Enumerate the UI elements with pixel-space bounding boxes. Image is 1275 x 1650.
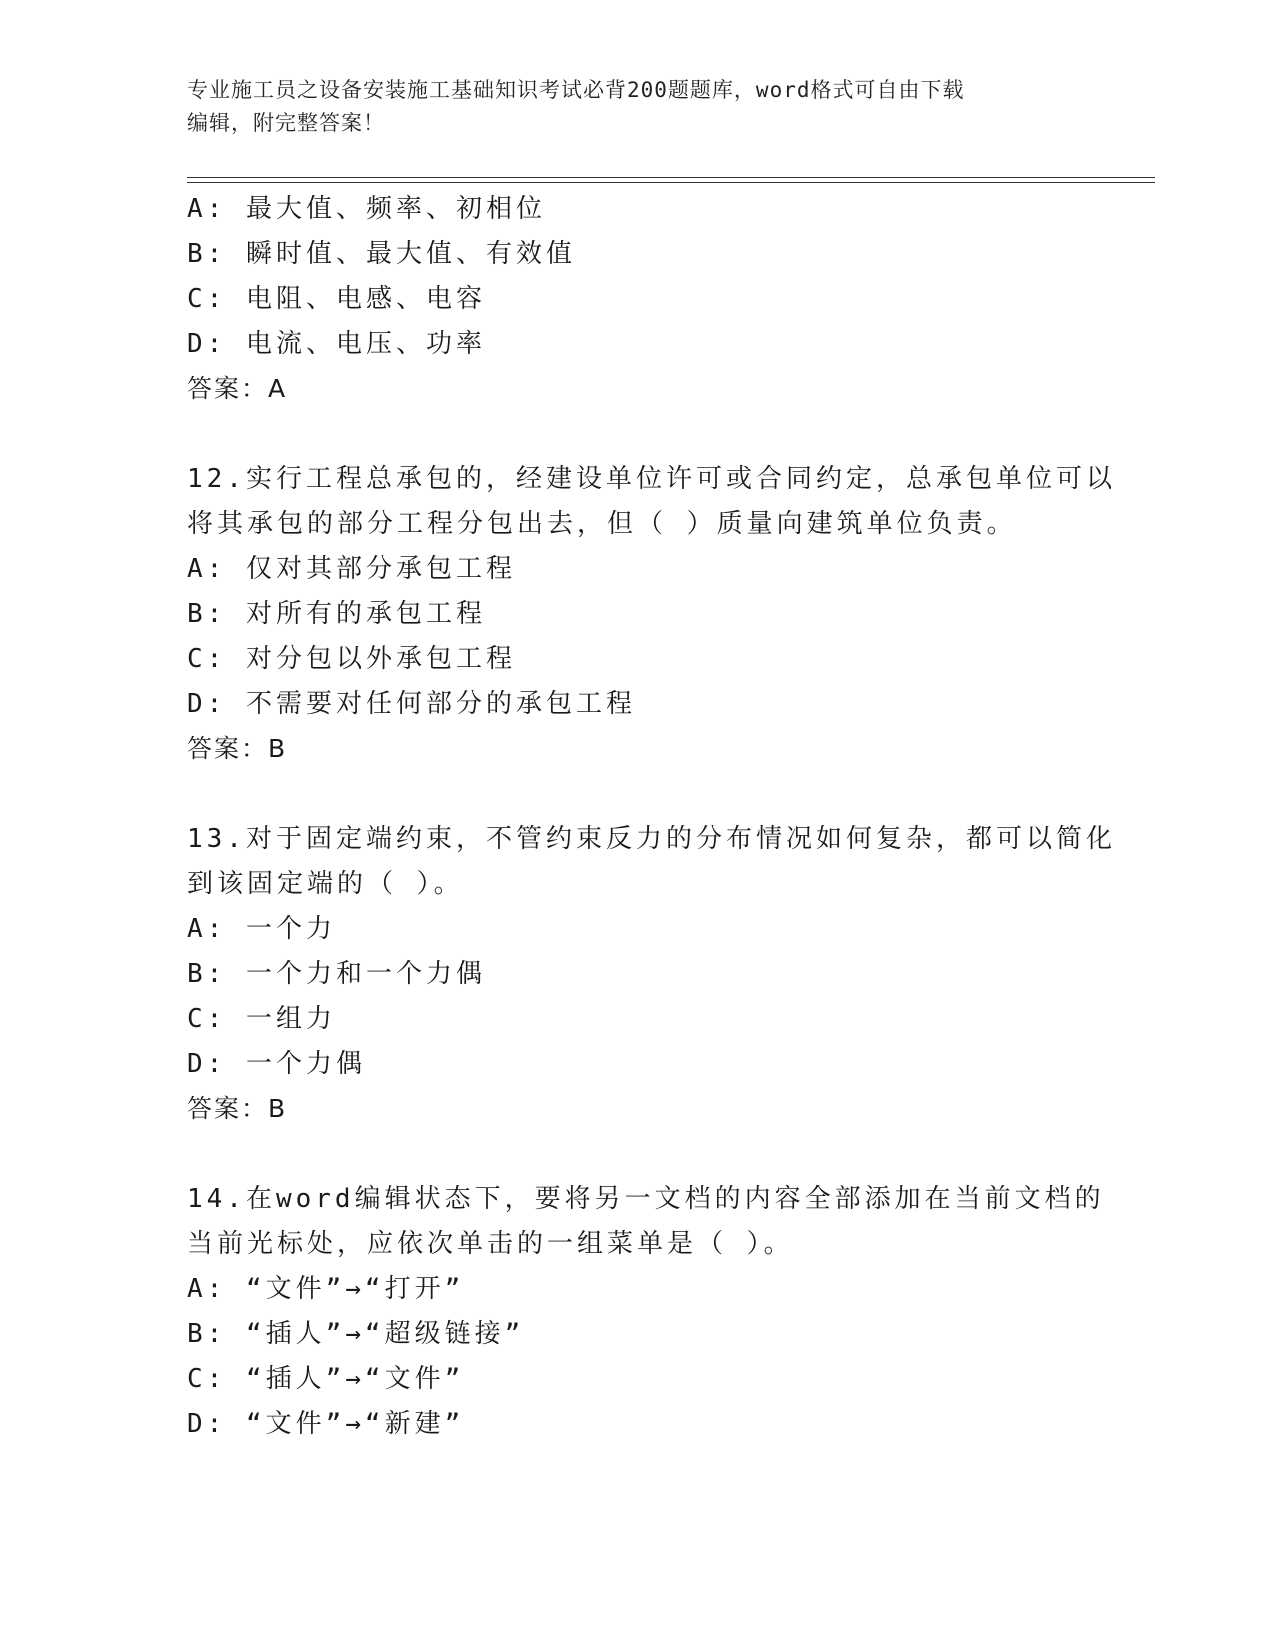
q14-option-d: D: “文件”→“新建”	[187, 1409, 465, 1439]
q12-option-a: A: 仅对其部分承包工程	[187, 554, 516, 584]
q14-option-b: B: “插人”→“超级链接”	[187, 1319, 525, 1349]
q14-option-c: C: “插人”→“文件”	[187, 1364, 465, 1394]
q13-option-a: A: 一个力	[187, 914, 336, 944]
header-line-1: 专业施工员之设备安装施工基础知识考试必背200题题库，word格式可自由下载	[187, 78, 965, 102]
q12-stem-line-1: 12.实行工程总承包的，经建设单位许可或合同约定，总承包单位可以	[187, 464, 1116, 494]
q12-option-d: D: 不需要对任何部分的承包工程	[187, 689, 636, 719]
q11-option-a: A: 最大值、频率、初相位	[187, 194, 546, 224]
q12-option-c: C: 对分包以外承包工程	[187, 644, 516, 674]
q13-answer: 答案：B	[187, 1094, 288, 1123]
q12-stem-line-2: 将其承包的部分工程分包出去，但（ ）质量向建筑单位负责。	[187, 509, 1017, 539]
q11-option-c: C: 电阻、电感、电容	[187, 284, 486, 314]
q11-option-b: B: 瞬时值、最大值、有效值	[187, 239, 576, 269]
header-rule-top	[187, 177, 1155, 178]
q13-option-c: C: 一组力	[187, 1004, 336, 1034]
q13-stem-line-2: 到该固定端的（ ）。	[187, 869, 464, 899]
header-rule-bottom	[187, 182, 1155, 183]
q14-stem-line-1: 14.在word编辑状态下，要将另一文档的内容全部添加在当前文档的	[187, 1184, 1105, 1214]
q11-answer: 答案：A	[187, 374, 288, 403]
document-header	[187, 74, 1087, 140]
q13-option-b: B: 一个力和一个力偶	[187, 959, 486, 989]
q12-option-b: B: 对所有的承包工程	[187, 599, 486, 629]
q14-stem-line-2: 当前光标处，应依次单击的一组菜单是（ ）。	[187, 1229, 794, 1259]
q11-option-d: D: 电流、电压、功率	[187, 329, 486, 359]
q14-option-a: A: “文件”→“打开”	[187, 1274, 465, 1304]
q13-option-d: D: 一个力偶	[187, 1049, 366, 1079]
q12-answer: 答案：B	[187, 734, 288, 763]
q13-stem-line-1: 13.对于固定端约束，不管约束反力的分布情况如何复杂，都可以简化	[187, 824, 1116, 854]
header-line-2: 编辑，附完整答案！	[187, 111, 385, 135]
